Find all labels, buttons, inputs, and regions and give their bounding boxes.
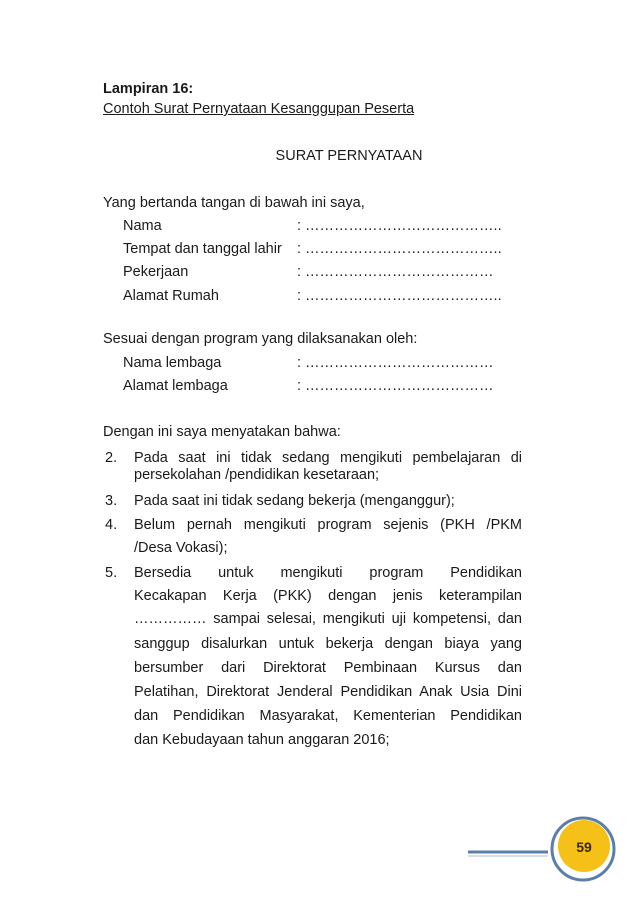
item-line: bersumber dari Direktorat Pembinaan Kursus dan: [134, 660, 522, 676]
item-number: 3.: [105, 493, 118, 509]
field-value-ttl: : …………………………………..: [297, 241, 502, 257]
lampiran-label: Lampiran 16:: [103, 81, 194, 97]
field-value-pekerjaan: : …………………………………: [297, 264, 494, 280]
field-label-pekerjaan: Pekerjaan: [123, 264, 189, 280]
item-line: …………… sampai selesai, mengikuti uji kompetensi, dan: [134, 611, 522, 627]
identity-intro: Yang bertanda tangan di bawah ini saya,: [103, 195, 365, 211]
item-line: Kecakapan Kerja (PKK) dengan jenis keterampilan: [134, 588, 522, 604]
item-line: /Desa Vokasi);: [134, 540, 228, 556]
field-value-alamat: : …………………………………..: [297, 288, 502, 304]
item-line: Pada saat ini tidak sedang mengikuti pembelajaran di: [134, 450, 522, 466]
field-label-alamat-lembaga: Alamat lembaga: [123, 378, 228, 394]
item-line: dan Kebudayaan tahun anggaran 2016;: [134, 732, 390, 748]
field-value-alamat-lembaga: : …………………………………: [297, 378, 494, 394]
item-line: Bersedia untuk mengikuti program Pendidikan: [134, 565, 522, 581]
item-line: persekolahan /pendidikan kesetaraan;: [134, 467, 380, 483]
field-label-alamat: Alamat Rumah: [123, 288, 219, 304]
field-value-nama: : …………………………………..: [297, 218, 502, 234]
statement-intro: Dengan ini saya menyatakan bahwa:: [103, 424, 341, 440]
item-line: sanggup disalurkan untuk bekerja dengan biaya yang: [134, 636, 522, 652]
field-label-nama-lembaga: Nama lembaga: [123, 355, 222, 371]
item-line: dan Pendidikan Masyarakat, Kementerian Pendidikan: [134, 708, 522, 724]
field-label-nama: Nama: [123, 218, 162, 234]
field-label-ttl: Tempat dan tanggal lahir: [123, 241, 282, 257]
field-value-nama-lembaga: : …………………………………: [297, 355, 494, 371]
item-number: 4.: [105, 517, 118, 533]
program-intro: Sesuai dengan program yang dilaksanakan oleh:: [103, 331, 418, 347]
page-number: 59: [576, 839, 592, 855]
item-number: 2.: [105, 450, 118, 466]
item-line: Pelatihan, Direktorat Jenderal Pendidikan Anak Usia Dini: [134, 684, 522, 700]
document-title: SURAT PERNYATAAN: [275, 148, 423, 164]
item-line: Pada saat ini tidak sedang bekerja (menganggur);: [134, 493, 455, 509]
document-subtitle: Contoh Surat Pernyataan Kesanggupan Peserta: [103, 101, 415, 117]
item-number: 5.: [105, 565, 118, 581]
item-line: Belum pernah mengikuti program sejenis (PKH /PKM: [134, 517, 522, 533]
